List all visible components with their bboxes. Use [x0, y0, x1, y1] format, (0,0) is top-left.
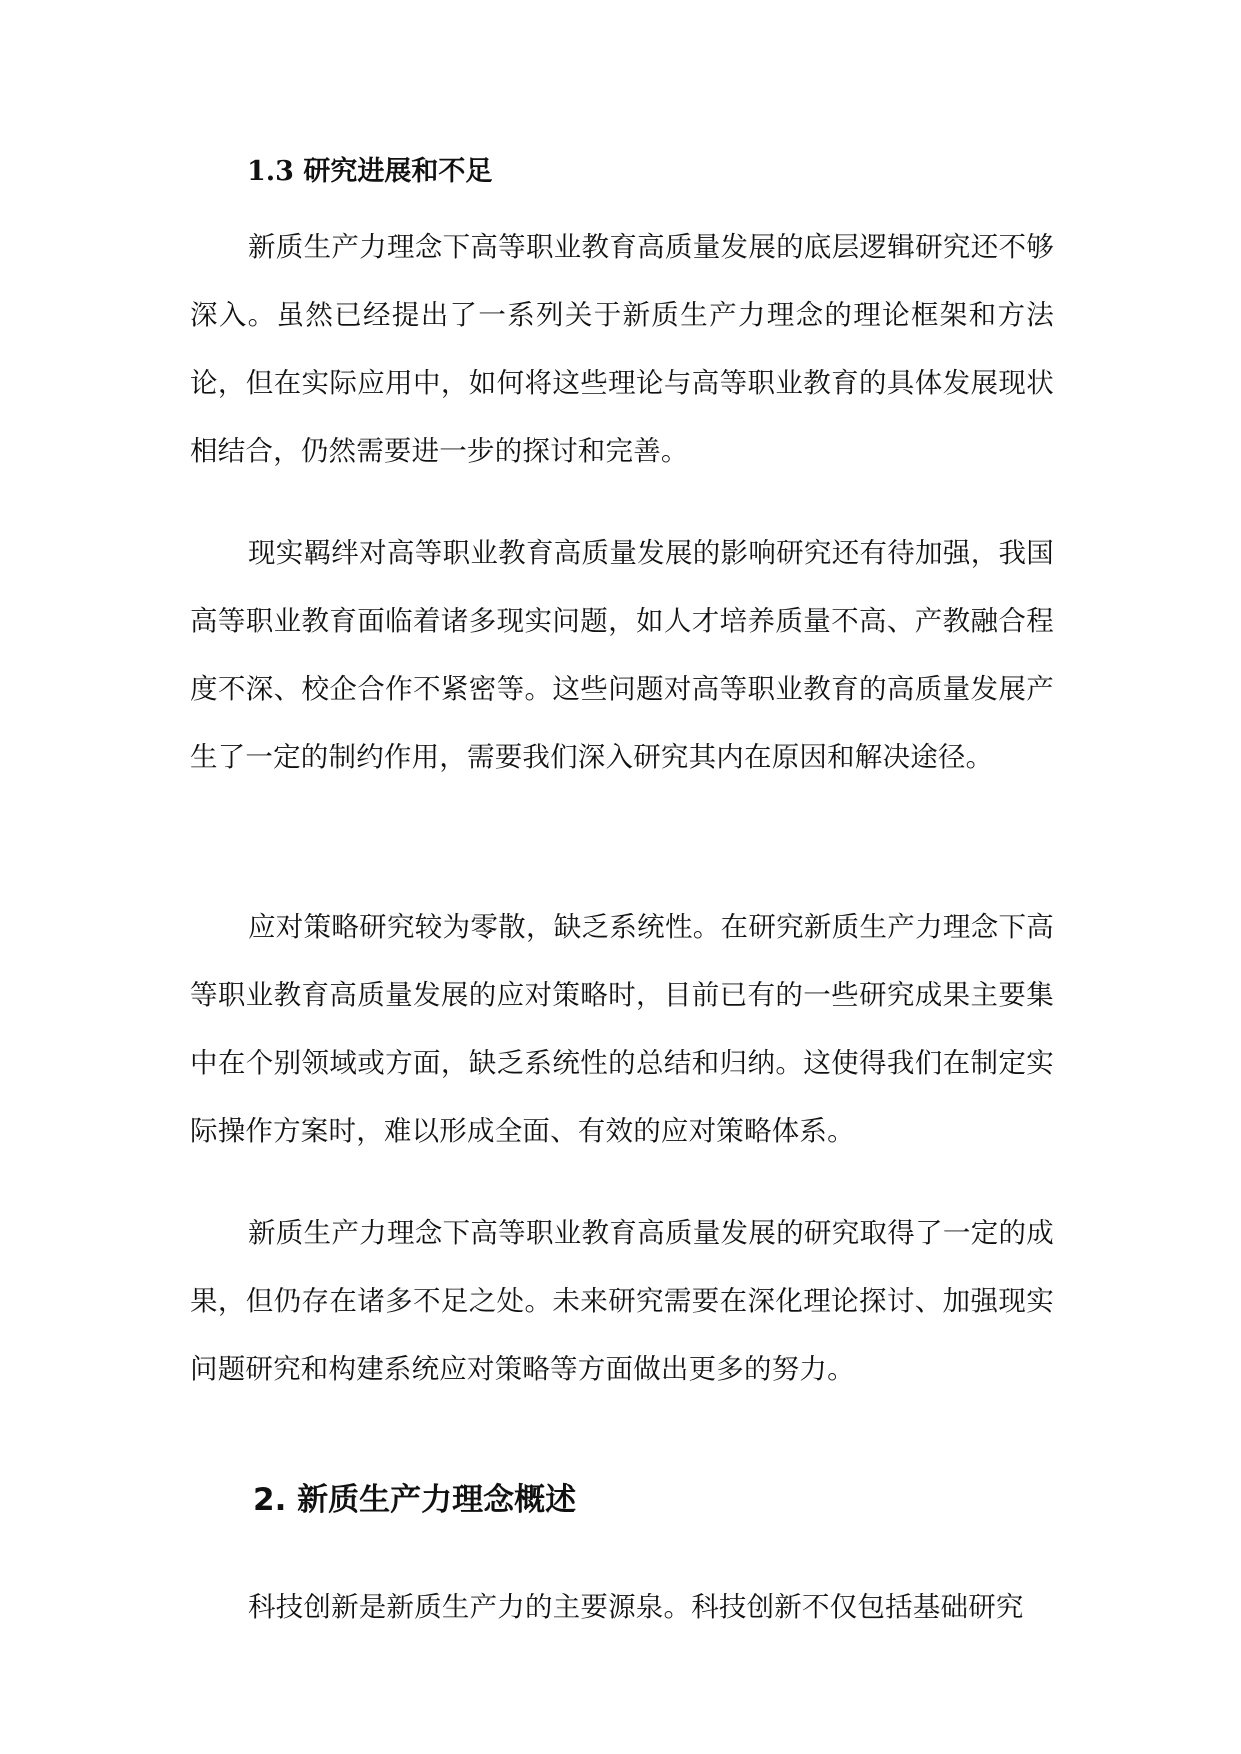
section-title: 新质生产力理念概述 — [297, 1482, 577, 1518]
paragraph-strategy-research: 应对策略研究较为零散，缺乏系统性。在研究新质生产力理念下高等职业教育高质量发展的应对策略时，目前已有的一些研究成果主要集中在个别领域或方面，缺乏系统性的总结和归纳。这使得我们在制定实际操作方案时，难以形成全面、有效的应对策略体系。 — [190, 911, 1054, 1147]
section-number: 2. — [253, 1482, 287, 1518]
subsection-number: 1.3 — [247, 156, 294, 187]
subsection-heading — [247, 150, 492, 194]
section-heading — [253, 1475, 576, 1525]
subsection-title: 研究进展和不足 — [303, 156, 493, 187]
paragraph-summary: 新质生产力理念下高等职业教育高质量发展的研究取得了一定的成果，但仍存在诸多不足之处。未来研究需要在深化理论探讨、加强现实问题研究和构建系统应对策略等方面做出更多的努力。 — [190, 1217, 1054, 1385]
paragraph-technology-innovation: 科技创新是新质生产力的主要源泉。科技创新不仅包括基础研究 — [248, 1591, 1024, 1623]
paragraph-realistic-constraints: 现实羁绊对高等职业教育高质量发展的影响研究还有待加强，我国高等职业教育面临着诸多现实问题，如人才培养质量不高、产教融合程度不深、校企合作不紧密等。这些问题对高等职业教育的高质量发展产生了一定的制约作用，需要我们深入研究其内在原因和解决途径。 — [190, 537, 1054, 773]
paragraph-research-gaps-logic: 新质生产力理念下高等职业教育高质量发展的底层逻辑研究还不够深入。虽然已经提出了一系列关于新质生产力理念的理论框架和方法论，但在实际应用中，如何将这些理论与高等职业教育的具体发展现状相结合，仍然需要进一步的探讨和完善。 — [190, 231, 1054, 467]
